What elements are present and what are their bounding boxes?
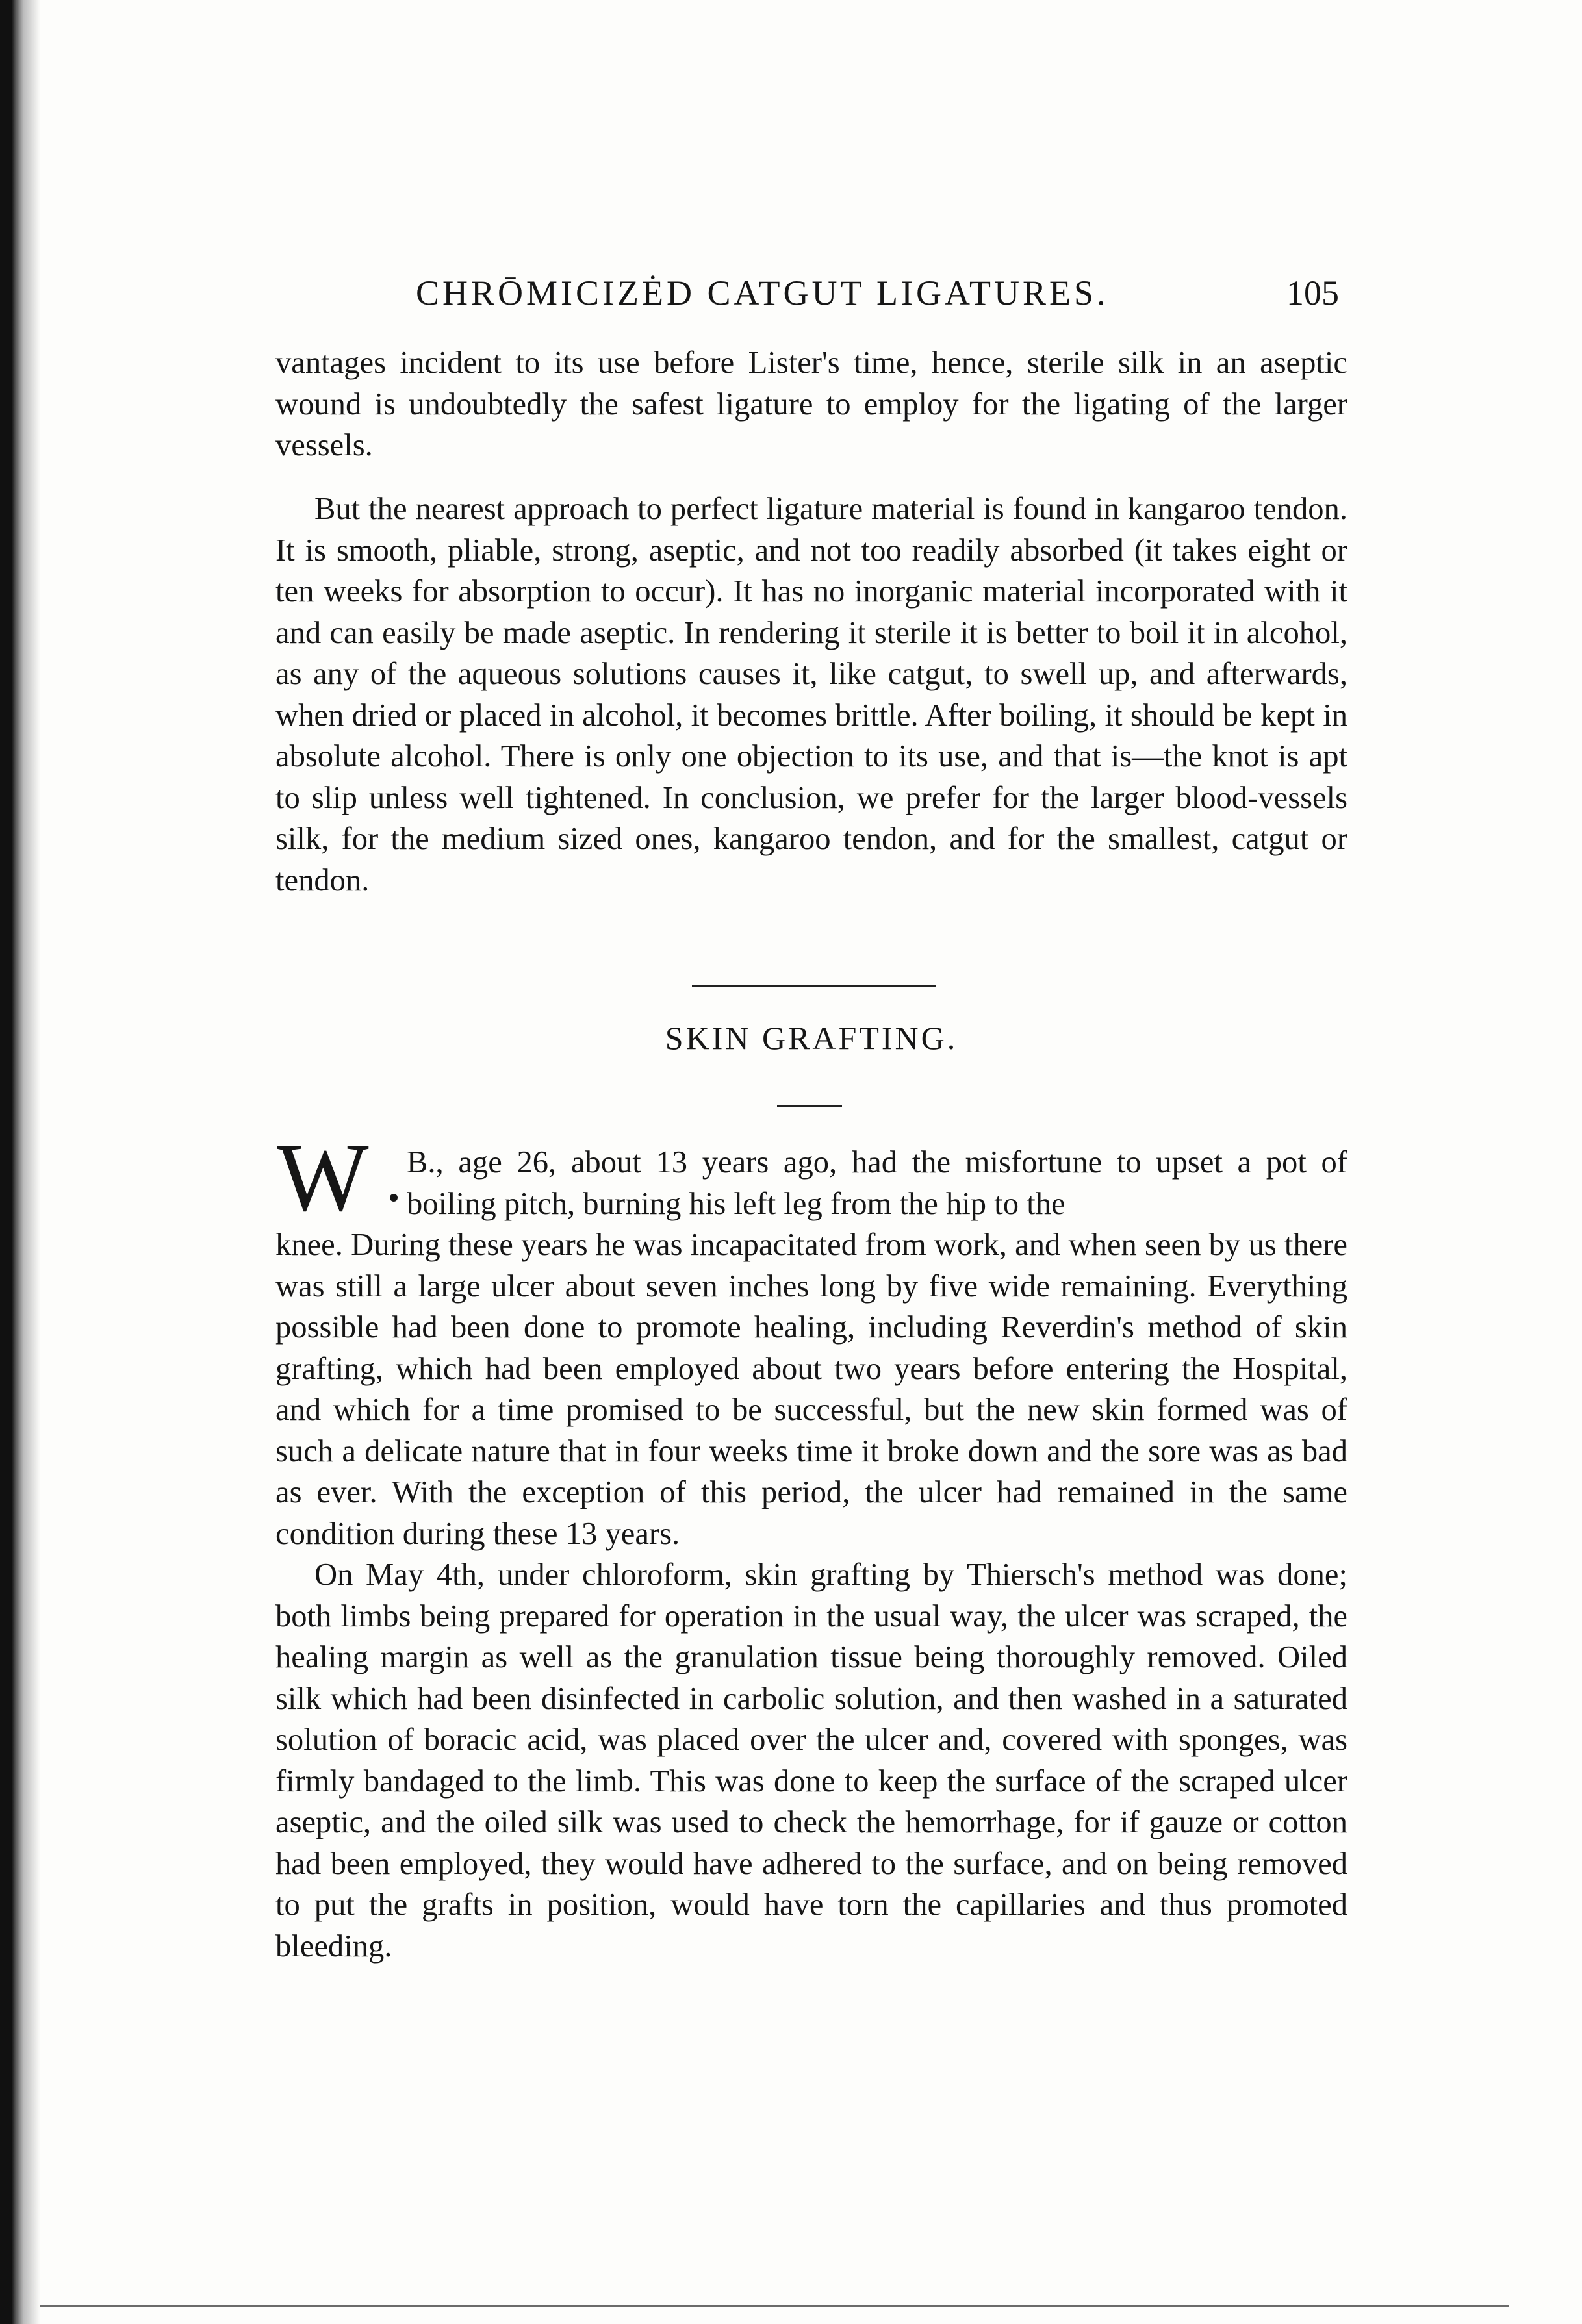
paragraph-2: But the nearest approach to perfect ligature material is found in kangaroo tendon. It is smooth, pliable, strong, aseptic, and not too readily absorbed (it takes eight or ten weeks for absorption to occur). It has no inorganic material incorporated with it and can easily be made aseptic. In rendering it sterile it is better to boil it in alcohol, as any of the aqueous solutions causes it, like catgut, to swell up, and afterwards, when dried or placed in alcohol, it becomes brittle. After boiling, it should be kept in absolute alcohol. There is only one objection to its use, and that is—the knot is apt to slip unless well tightened. In conclusion, we prefer for the larger blood-vessels silk, for the medium sized ones, kangaroo tendon, and for the smallest, catgut or tendon. <box>275 491 1347 898</box>
paragraph-4: On May 4th, under chloroform, skin grafting by Thiersch's method was done; both limbs being prepared for operation in the usual way, the ulcer was scraped, the healing margin as well as the granulation tissue being thoroughly removed. Oiled silk which had been disinfected in carbolic solution, and then washed in a saturated solution of boracic acid, was placed over the ulcer and, covered with sponges, was firmly bandaged to the limb. This was done to keep the surface of the scraped ulcer aseptic, and the oiled silk was used to check the hemorrhage, for if gauze or cotton had been employed, they would have adhered to the surface, and on being removed to put the grafts in position, would have torn the capillaries and thus promoted bleeding. <box>275 1557 1347 1964</box>
opening-lines: B., age 26, about 13 years ago, had the misfortune to upset a pot of boiling pitch, burning his left leg from the hip to the <box>407 1144 1347 1221</box>
page-binding-edge <box>0 0 40 2324</box>
section-heading: SKIN GRAFTING. <box>665 1020 958 1056</box>
section-divider-rule <box>692 985 936 987</box>
paragraph-block-3 <box>275 1224 1347 1967</box>
paragraph-1: vantages incident to its use before Lister's time, hence, sterile silk in an aseptic wound is undoubtedly the safest ligature to employ for the ligating of the larger vessels. <box>275 345 1347 462</box>
running-head: CHRŌMICIZĖD CATGUT LIGATURES. <box>416 273 1109 312</box>
page-header <box>416 273 1390 325</box>
paragraph-continuation <box>275 342 1347 466</box>
drop-cap-lines <box>407 1142 1347 1224</box>
page-number: 105 <box>1286 273 1339 312</box>
drop-cap-period <box>390 1194 398 1202</box>
paragraph-block-2 <box>275 488 1347 901</box>
heading-ornament-rule <box>777 1105 842 1107</box>
paragraph-3: knee. During these years he was incapacitated from work, and when seen by us there was still a large ulcer about seven inches long by five wide remaining. Everything possible had been done to promote healing, including Reverdin's method of skin grafting, which had been employed about two years before entering the Hospital, and which for a time promised to be successful, but the new skin formed was of such a delicate nature that in four weeks time it broke down and the sore was as bad as ever. With the exception of this period, the ulcer had remained in the same condition during these 13 years. <box>275 1227 1347 1551</box>
page-bottom-edge <box>40 2305 1509 2307</box>
drop-cap-letter: W <box>277 1124 369 1231</box>
